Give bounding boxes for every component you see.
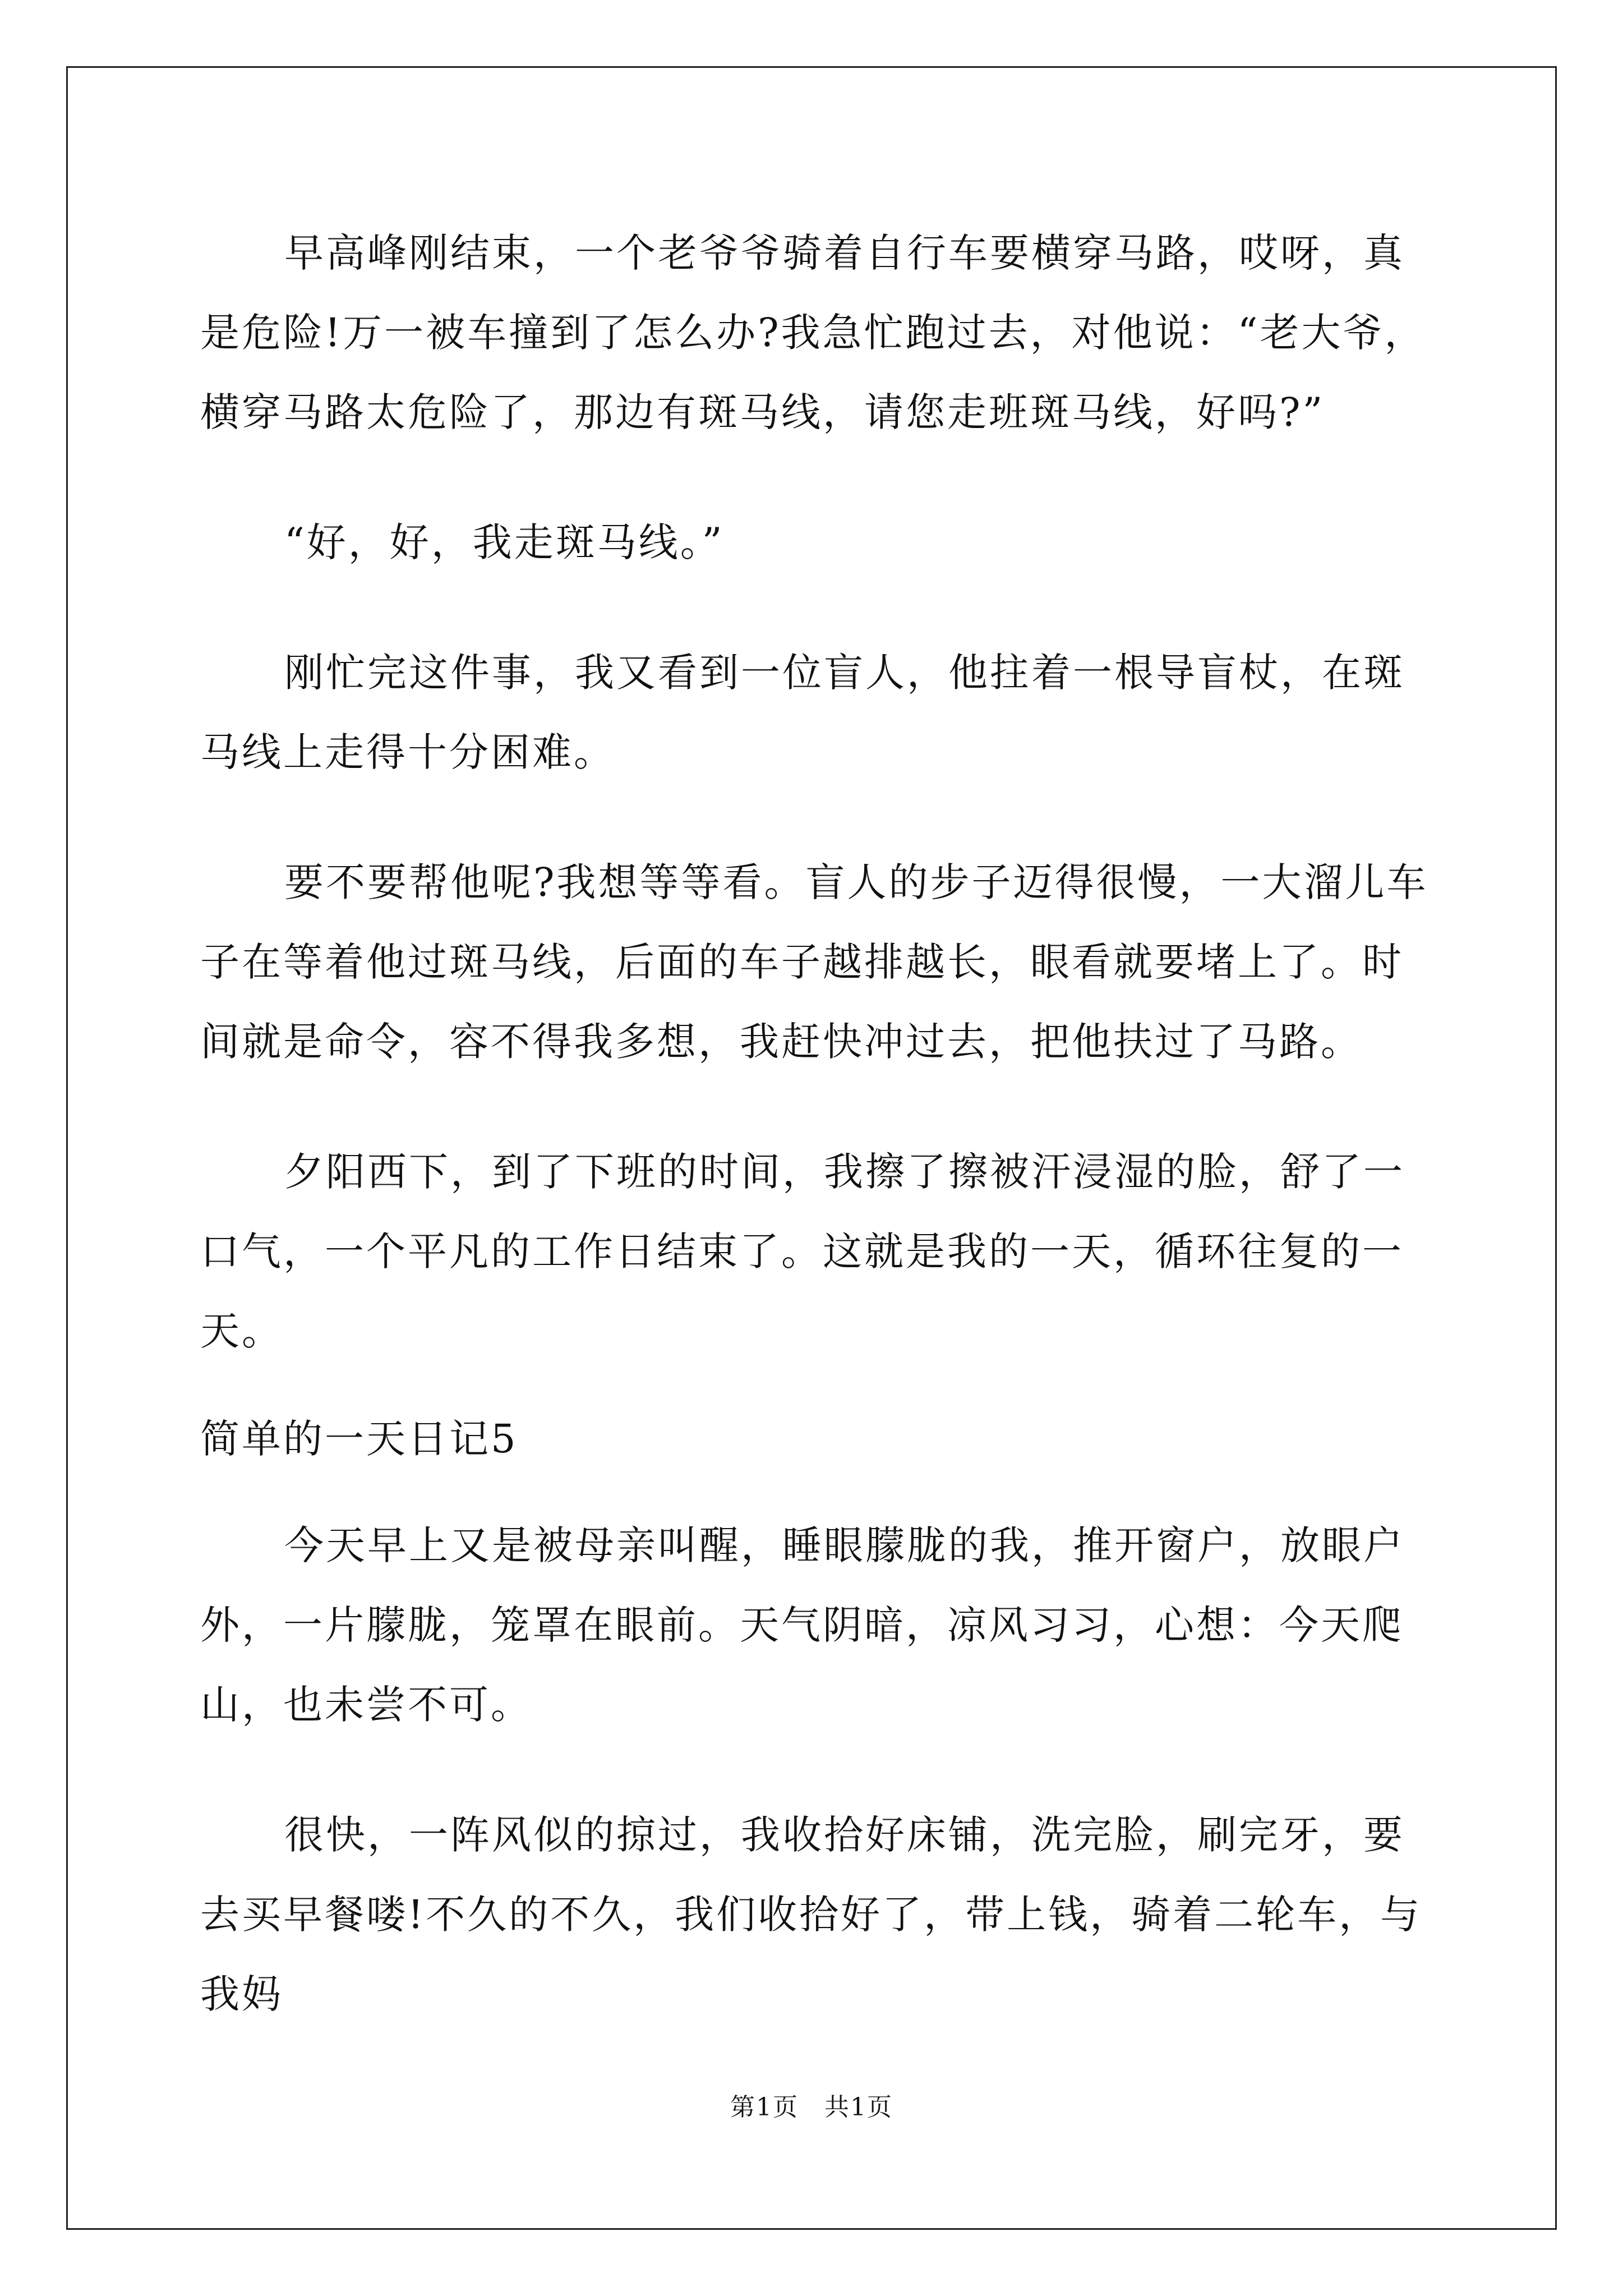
paragraph-5: 夕阳西下，到了下班的时间，我擦了擦被汗浸湿的脸，舒了一口气，一个平凡的工作日结束了。这就是我的一天，循环往复的一天。 <box>200 1149 1405 1354</box>
paragraph-1: 早高峰刚结束，一个老爷爷骑着自行车要横穿马路，哎呀，真是危险!万一被车撞到了怎么办?我急忙跑过去，对他说：“老大爷，横穿马路太危险了，那边有斑马线，请您走班斑马线，好吗?” <box>200 230 1426 435</box>
paragraph-4: 要不要帮他呢?我想等等看。盲人的步子迈得很慢，一大溜儿车子在等着他过斑马线，后面的车子越排越长，眼看就要堵上了。时间就是命令，容不得我多想，我赶快冲过去，把他扶过了马路。 <box>200 859 1428 1065</box>
section-heading: 简单的一天日记5 <box>200 1416 518 1462</box>
paragraph-2: “好，好，我走斑马线。” <box>284 519 725 565</box>
paragraph-6: 今天早上又是被母亲叫醒，睡眼朦胧的我，推开窗户，放眼户外，一片朦胧，笼罩在眼前。天气阴暗，凉风习习，心想：今天爬山，也未尝不可。 <box>200 1522 1405 1728</box>
page-footer: 第1页 共1页 <box>730 2093 893 2122</box>
paragraph-7: 很快，一阵风似的掠过，我收拾好床铺，洗完脸，刷完牙，要去买早餐喽!不久的不久，我们收拾好了，带上钱，骑着二轮车，与我妈 <box>200 1812 1422 2017</box>
document-body <box>200 213 1434 2085</box>
paragraph-3: 刚忙完这件事，我又看到一位盲人，他拄着一根导盲杖，在斑马线上走得十分困难。 <box>200 650 1405 775</box>
